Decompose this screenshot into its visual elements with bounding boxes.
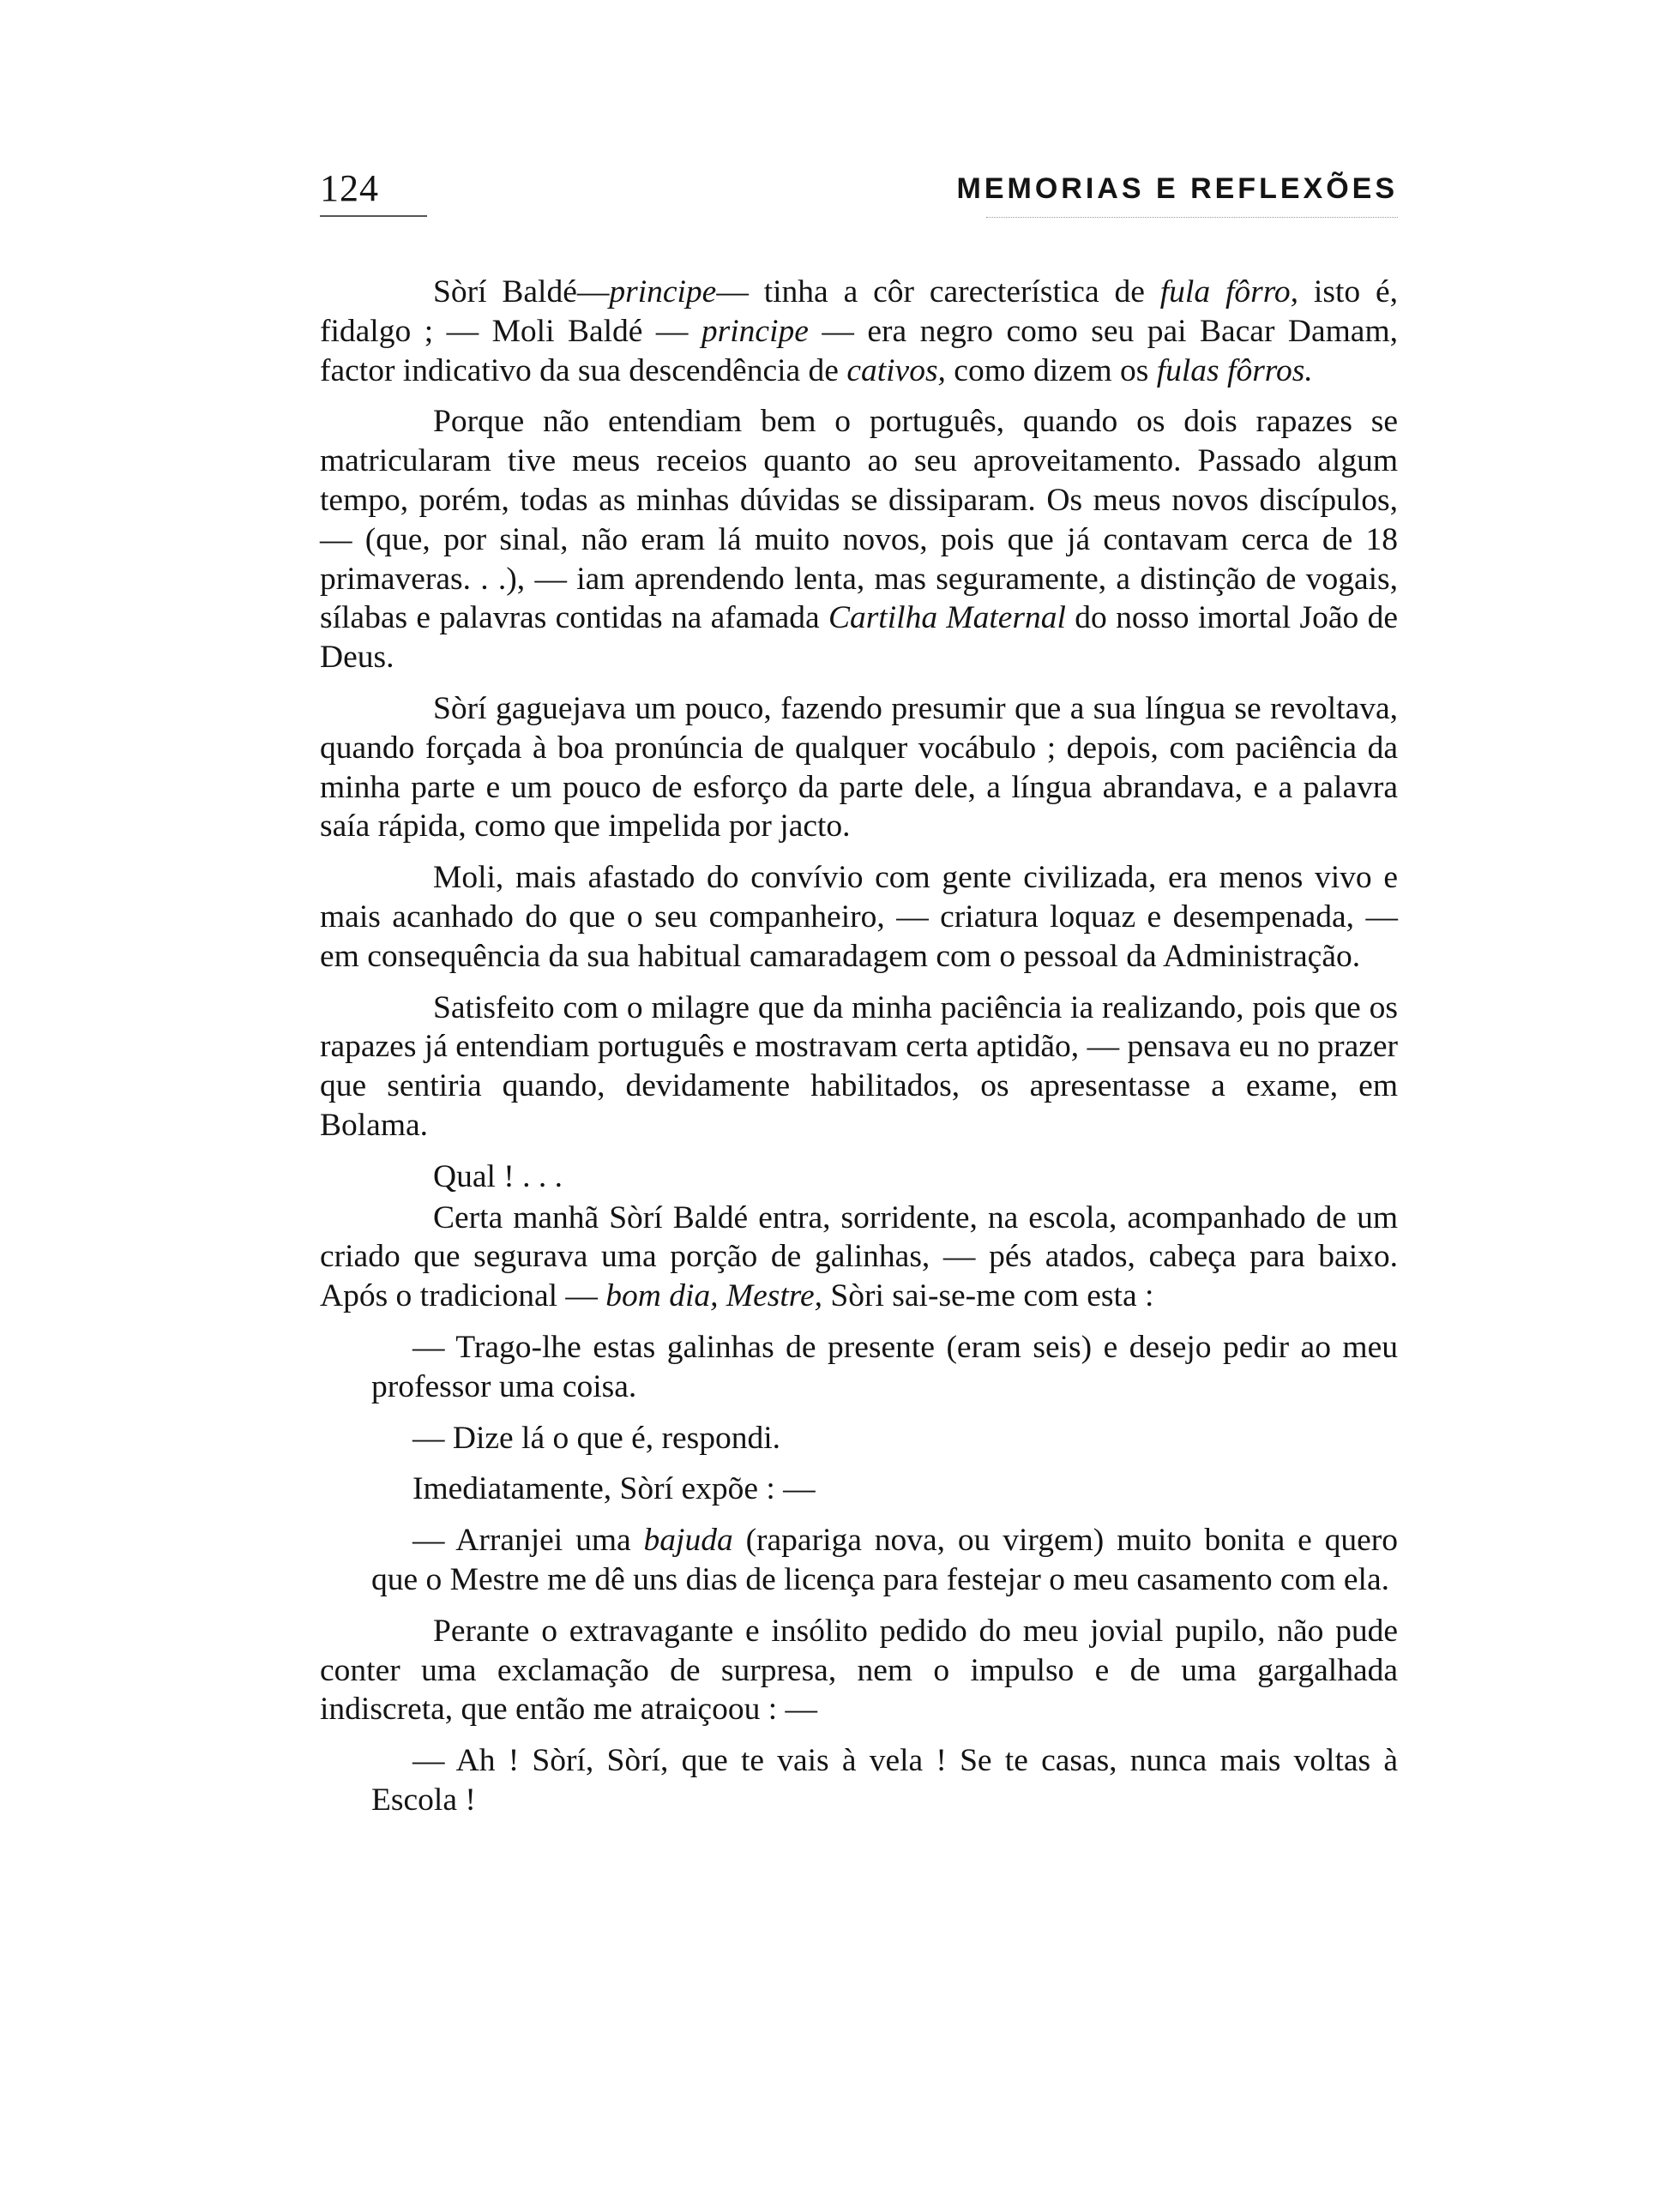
paragraph [320, 1157, 1398, 1197]
text-run: Sòrí gaguejava um pouco, fazendo presumir que a sua língua se revoltava, quando forçada à boa pronúncia de qualquer vocábulo ; depois, com paciência da minha parte e um pouco de esforço da parte dele, a língua abrandava, e a palavra saía rápida, como que impelida por jacto. [320, 690, 1398, 845]
text-run: isto é, fidalgo ; — Moli Baldé — [320, 274, 1399, 349]
paragraph [320, 858, 1398, 976]
dialogue-paragraph [371, 1521, 1398, 1600]
text-run: Certa manhã Sòrí Baldé entra, sorridente, na escola, acompanhado de um criado que segurava uma porção de galinhas, — pés atados, cabeça para baixo. Após o tradicional — [320, 1199, 1398, 1314]
page-number: 124 [320, 167, 379, 209]
text-run: como dizem os [945, 352, 1157, 388]
italic-text: cativos, [846, 352, 946, 388]
dialogue-paragraph [371, 1741, 1398, 1820]
dialogue-paragraph [371, 1470, 1398, 1509]
text-run: Satisfeito com o milagre que da minha paciência ia realizando, pois que os rapazes já entendiam português e mostravam certa aptidão, — pensava eu no prazer que sentiria quando, devidamente habilitados, os apresentasse a exame, em Bolama. [320, 989, 1398, 1143]
text-run: — Ah ! Sòrí, Sòrí, que te vais à vela ! Se te casas, nunca mais voltas à Escola ! [371, 1743, 1398, 1818]
paragraph [320, 1612, 1398, 1729]
italic-text: Cartilha Maternal [828, 600, 1066, 636]
italic-text: fula fôrro, [1159, 274, 1299, 310]
dialogue-paragraph [371, 1419, 1398, 1458]
text-run: (rapariga nova, ou virgem) muito bonita e quero que o Mestre me dê uns dias de licença para festejar o meu casamento com ela. [371, 1523, 1398, 1597]
paragraph [320, 273, 1398, 390]
text-run: — Trago-lhe estas galinhas de presente (eram seis) e desejo pedir ao meu professor uma coisa. [371, 1329, 1398, 1404]
text-run: Moli, mais afastado do convívio com gente civilizada, era menos vivo e mais acanhado do que o seu companheiro, — criatura loquaz e desempenada, — em consequência da sua habitual camaradagem com o pessoal da Administração. [320, 860, 1398, 974]
text-run: do nosso imortal João de Deus. [320, 600, 1398, 676]
paragraph [320, 989, 1398, 1145]
italic-text: bom dia, Mestre, [605, 1278, 823, 1314]
text-run: Porque não entendiam bem o português, quando os dois rapazes se matricularam tive meus receios quanto ao seu aproveitamento. Passado algum tempo, porém, todas as minhas dúvidas se dissiparam. Os meus novos discípulos, — (que, por sinal, não eram lá muito novos, pois que já contavam cerca de 18 primaveras. . .), — iam aprendendo lenta, mas seguramente, a distinção de vogais, sílabas e palavras contidas na afamada [320, 404, 1398, 636]
paragraph [320, 1199, 1398, 1316]
body-text [320, 273, 1398, 1832]
paragraph [320, 689, 1398, 846]
running-title: MEMORIAS E REFLEXÕES [956, 172, 1398, 205]
text-run: Sòri sai-se-me com esta : [822, 1278, 1154, 1314]
text-run: — era negro como seu pai Bacar Damam, factor indicativo da sua descendência de [320, 313, 1398, 388]
text-run: — Dize lá o que é, respondi. [412, 1420, 781, 1456]
text-run: Perante o extravagante e insólito pedido do meu jovial pupilo, não pude conter uma exclamação de surpresa, nem o impulso e de uma gargalhada indiscreta, que então me atraiçoou : — [320, 1613, 1398, 1728]
running-title-underline [986, 217, 1398, 218]
italic-text: bajuda [643, 1523, 733, 1559]
italic-text: principe [609, 274, 717, 310]
page-number-underline [320, 215, 427, 217]
italic-text: principe [701, 313, 809, 349]
text-run: — tinha a côr carecterística de [716, 274, 1160, 310]
dialogue-paragraph [371, 1328, 1398, 1407]
text-run: Qual ! . . . [433, 1158, 563, 1194]
text-run: Sòrí Baldé— [433, 274, 610, 310]
text-run: — Arranjei uma [412, 1523, 644, 1559]
italic-text: fulas fôrros. [1156, 352, 1313, 388]
paragraph [320, 402, 1398, 677]
page-header [320, 167, 1398, 219]
text-run: Imediatamente, Sòrí expõe : — [412, 1471, 816, 1507]
